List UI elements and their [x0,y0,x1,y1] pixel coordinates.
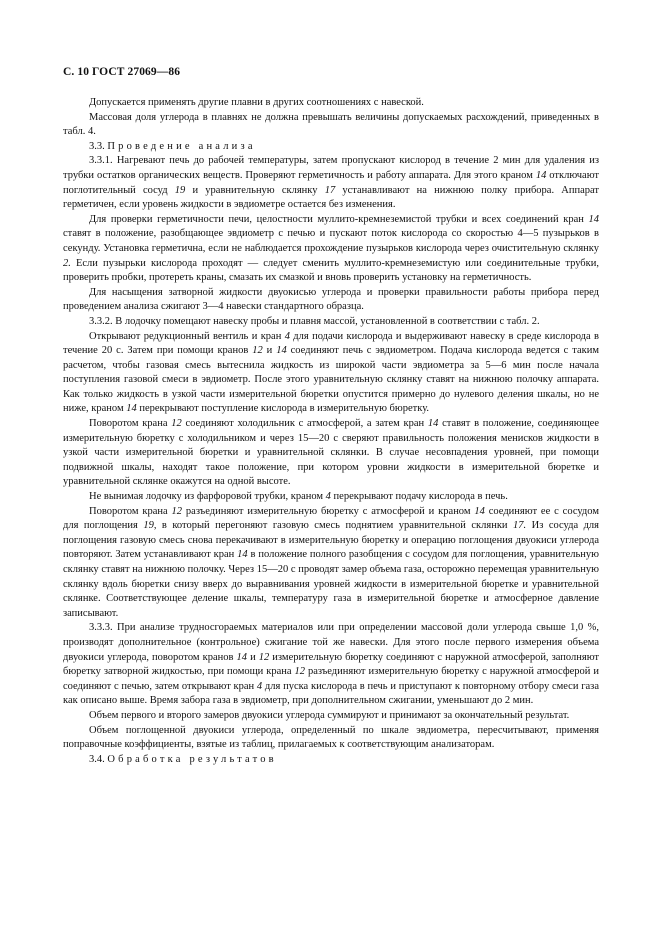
section-heading: 3.3. Проведение анализа [89,140,256,152]
paragraph: Поворотом крана 12 соединяют холодильник с атмосферой, а затем кран 14 ставят в положение, соединяющее измерительную бюретку с холодильником и через 15—20 с сверяют правильность положения менисков жидкости в узкой части измерительной бюретки и уравнительной склянки. В случае несовпадения уровней, при помощи подвижной шкалы, находят такое положение, при котором уровни жидкости в измерительной бюретке и уравнительной склянке окажутся на одной высоте. [63,418,599,488]
paragraph: Не вынимая лодочку из фарфоровой трубки, краном 4 перекрывают подачу кислорода в печь. [89,491,508,503]
paragraph: Открывают редукционный вентиль и кран 4 для подачи кислорода и выдерживают навеску в среде кислорода в течение 20 с. Затем при помощи кранов 12 и 14 соединяют печь с эвдиометром. Подача кислорода ведется с таким расчетом, чтобы газовая смесь вытеснила жидкость из широкой части эвдиометра за 5—6 мин после начала поступления газовой смеси в эвдиометр. После этого уравнительную склянку ставят на нижнюю полочку аппарата. Как только жидкость в узкой части измерительной бюретки опустится примерно до нулевого деления шкалы, но не ниже, краном 14 перекрывают поступление кислорода в измерительную бюретку. [63,330,599,415]
paragraph: 3.3.1. Нагревают печь до рабочей температуры, затем пропускают кислород в течение 2 мин для удаления из трубки остатков органических веществ. Проверяют герметичность и работу аппарата. Для этого краном 14 отключают поглотительный сосуд 19 и уравнительную склянку 17 устанавливают на нижнюю полку прибора. Аппарат герметичен, если уровень жидкости в эвдиометре остается без изменения. [63,155,599,211]
document-body [63,96,599,767]
paragraph: Объем поглощенной двуокиси углерода, определенный по шкале эвдиометра, пересчитывают, применяя поправочные коэффициенты, взятые из таблиц, прилагаемых к соответствующим анализаторам. [63,724,599,751]
paragraph: 3.3.2. В лодочку помещают навеску пробы и плавня массой, установленной в соответствии с табл. 2. [89,315,540,327]
paragraph: Массовая доля углерода в плавнях не должна превышать величины допускаемых расхождений, приведенных в табл. 4. [63,111,599,138]
paragraph: Объем первого и второго замеров двуокиси углерода суммируют и принимают за окончательный результат. [89,709,570,721]
paragraph: 3.3.3. При анализе трудносгораемых материалов или при определении массовой доли углерода свыше 1,0 %, производят дополнительное (контрольное) сжигание той же навески. Для этого после первого измерения объема двуокиси углерода, поворотом кранов 14 и 12 измерительную бюретку соединяют с наружной атмосферой, заполняют бюретку затворной жидкостью, при помощи крана 12 разъединяют измерительную бюретку с наружной атмосферой и соединяют с печью, затем открывают кран 4 для пуска кислорода в печь и приступают к повторному отбору смеси газа как описано выше. Время забора газа в эвдиометр, при дополнительном сжигании, уменьшают до 2 мин. [63,622,600,707]
paragraph: Для проверки герметичности печи, целостности муллито-кремнеземистой трубки и всех соединений кран 14 ставят в положение, разобщающее эвдиометр с печью и пускают поток кислорода со скоростью 4—5 пузырьков в секунду. Установка герметична, если не наблюдается прохождение пузырьков кислорода через очистительную склянку 2. Если пузырьки кислорода проходят — следует сменить муллито-кремнеземистую или соединительные трубки, проверить пробки, протереть краны, смазать их смазкой и вновь проверить установку на герметичность. [63,213,599,284]
section-heading: 3.4. Обработка результатов [89,753,277,765]
page-header: С. 10 ГОСТ 27069—86 [63,66,181,78]
paragraph: Для насыщения затворной жидкости двуокисью углерода и проверки правильности работы прибора перед проведением анализа сжигают 3—4 навески стандартного образца. [63,286,599,313]
paragraph: Поворотом крана 12 разъединяют измерительную бюретку с атмосферой и краном 14 соединяют ее с сосудом для поглощения 19, в который перегоняют газовую смесь поднятием уравнительной склянки 17. Из сосуда для поглощения газовую смесь снова перекачивают в измерительную бюретку и операцию поглощения двуокиси углерода повторяют. Затем устанавливают кран 14 в положение полного разобщения с сосудом для поглощения, уравнительную склянку ставят на нижнюю полочку. Через 15—20 с проводят замер объема газа, осторожно перемещая уравнительную склянку вдоль бюретки снизу вверх до выравнивания уровней жидкости в измерительной бюретке и уравнительной склянке. Соответствующее деление шкалы, температуру газа в измерительной бюретке и атмосферное давление записывают. [63,505,600,619]
paragraph: Допускается применять другие плавни в других соотношениях с навеской. [89,97,424,108]
